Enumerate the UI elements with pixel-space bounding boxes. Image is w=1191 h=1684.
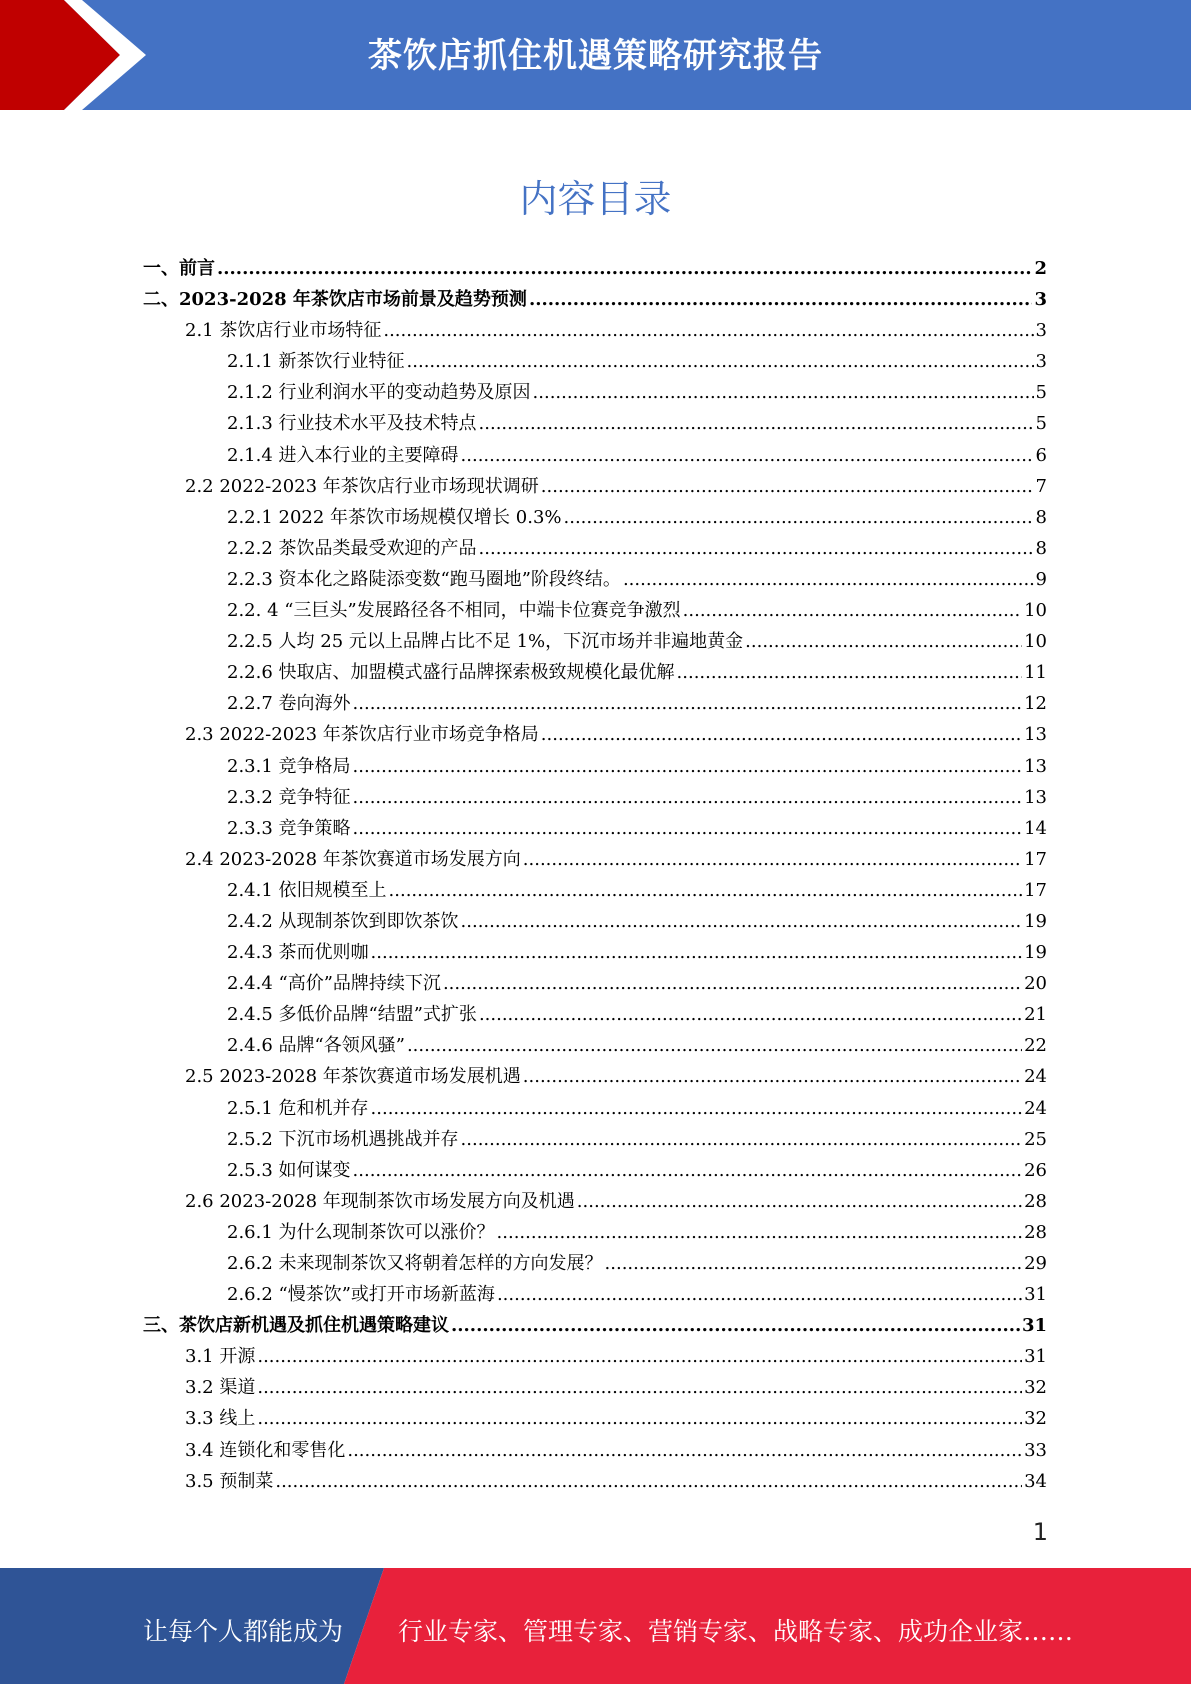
toc-dot-leader (275, 1471, 1022, 1492)
toc-dot-leader (479, 538, 1034, 559)
toc-dot-leader (497, 1222, 1023, 1243)
toc-entry[interactable] (143, 1249, 1047, 1280)
toc-dot-leader (529, 289, 1033, 310)
toc-dot-leader (257, 1377, 1022, 1398)
toc-entry-page: 24 (1024, 1066, 1047, 1088)
toc-dot-leader (683, 600, 1022, 621)
toc-dot-leader (461, 1129, 1023, 1150)
toc-dot-leader (523, 849, 1022, 870)
report-title: 茶饮店抓住机遇策略研究报告 (368, 36, 823, 76)
toc-entry[interactable] (143, 409, 1047, 440)
toc-entry-page: 17 (1024, 879, 1047, 901)
toc-entry-title: 2.2.3 资本化之路陡添变数“跑马圈地”阶段终结。 (227, 568, 621, 590)
toc-dot-leader (677, 662, 1023, 683)
toc-dot-leader (371, 1098, 1023, 1119)
header-banner (0, 0, 1191, 110)
toc-entry-title: 2.6 2023-2028 年现制茶饮市场发展方向及机遇 (185, 1190, 575, 1212)
toc-entry-title: 2.1 茶饮店行业市场特征 (185, 320, 382, 342)
toc-dot-leader (533, 382, 1034, 403)
toc-dot-leader (347, 1440, 1022, 1461)
toc-entry-title: 2.4.3 茶而优则咖 (227, 942, 369, 964)
toc-entry-page: 8 (1035, 506, 1047, 528)
toc-dot-leader (353, 693, 1023, 714)
toc-entry-title: 2.1.4 进入本行业的主要障碍 (227, 444, 459, 466)
toc-entry[interactable] (143, 1000, 1047, 1031)
footer-slogan-right: 行业专家、管理专家、营销专家、战略专家、成功企业家…… (398, 1617, 1074, 1646)
toc-entry-page: 3 (1035, 351, 1047, 373)
toc-entry[interactable] (143, 1467, 1047, 1498)
toc-entry[interactable] (143, 1062, 1047, 1093)
toc-entry[interactable] (143, 441, 1047, 472)
toc-entry-title: 二、2023-2028 年茶饮店市场前景及趋势预测 (143, 289, 527, 311)
toc-dot-leader (541, 724, 1022, 745)
toc-entry[interactable] (143, 1094, 1047, 1125)
toc-entry[interactable] (143, 347, 1047, 378)
toc-entry-title: 2.4 2023-2028 年茶饮赛道市场发展方向 (185, 848, 521, 870)
toc-entry[interactable] (143, 378, 1047, 409)
footer-slogan-left: 让每个人都能成为 (143, 1617, 344, 1646)
toc-entry[interactable] (143, 254, 1047, 285)
toc-dot-leader (461, 911, 1023, 932)
toc-entry[interactable] (143, 1436, 1047, 1467)
toc-entry[interactable] (143, 658, 1047, 689)
toc-entry-title: 2.2.7 卷向海外 (227, 693, 351, 715)
toc-entry-page: 3 (1034, 289, 1047, 311)
toc-entry-page: 10 (1024, 631, 1047, 653)
toc-entry-page: 17 (1024, 848, 1047, 870)
toc-entry-title: 2.2.6 快取店、加盟模式盛行品牌探索极致规模化最优解 (227, 662, 675, 684)
toc-entry-page: 32 (1024, 1408, 1047, 1430)
toc-entry[interactable] (143, 1125, 1047, 1156)
toc-dot-leader (497, 1284, 1022, 1305)
toc-entry-page: 19 (1024, 910, 1047, 932)
toc-dot-leader (353, 756, 1023, 777)
toc-entry-title: 2.4.4 “高价”品牌持续下沉 (227, 973, 441, 995)
toc-dot-leader (389, 880, 1023, 901)
toc-dot-leader (479, 413, 1034, 434)
toc-entry-title: 2.3 2022-2023 年茶饮店行业市场竞争格局 (185, 724, 539, 746)
toc-entry-title: 3.2 渠道 (185, 1377, 256, 1399)
toc-entry-title: 2.5.1 危和机并存 (227, 1097, 369, 1119)
toc-entry-page: 2 (1034, 258, 1047, 279)
toc-entry[interactable] (143, 1218, 1047, 1249)
toc-entry-page: 31 (1024, 1346, 1047, 1368)
toc-dot-leader (577, 1191, 1022, 1212)
toc-entry[interactable] (143, 783, 1047, 814)
toc-entry-title: 2.2.2 茶饮品类最受欢迎的产品 (227, 537, 477, 559)
toc-entry-title: 2.2 2022-2023 年茶饮店行业市场现状调研 (185, 475, 539, 497)
toc-entry-title: 2.1.2 行业利润水平的变动趋势及原因 (227, 382, 531, 404)
page-number: 1 (1032, 1518, 1048, 1546)
toc-entry-title: 三、茶饮店新机遇及抓住机遇策略建议 (143, 1315, 449, 1337)
toc-entry[interactable] (143, 565, 1047, 596)
toc-entry-page: 13 (1024, 724, 1047, 746)
toc-entry-title: 3.1 开源 (185, 1346, 256, 1368)
toc-dot-leader (745, 631, 1022, 652)
toc-dot-leader (605, 1253, 1023, 1274)
toc-entry[interactable] (143, 285, 1047, 316)
toc-dot-leader (383, 320, 1033, 341)
table-of-contents (143, 254, 1047, 1498)
toc-entry-page: 22 (1024, 1035, 1047, 1057)
toc-entry[interactable] (143, 1404, 1047, 1435)
toc-entry[interactable] (143, 316, 1047, 347)
toc-entry-page: 21 (1024, 1004, 1047, 1026)
toc-entry-title: 2.4.5 多低价品牌“结盟”式扩张 (227, 1004, 477, 1026)
toc-entry[interactable] (143, 1031, 1047, 1062)
toc-entry-title: 2.5 2023-2028 年茶饮赛道市场发展机遇 (185, 1066, 521, 1088)
toc-entry-page: 25 (1024, 1128, 1047, 1150)
toc-dot-leader (451, 1315, 1020, 1336)
toc-entry-title: 2.2.5 人均 25 元以上品牌占比不足 1%，下沉市场并非遍地黄金 (227, 631, 744, 653)
toc-dot-leader (407, 351, 1034, 372)
toc-entry-page: 26 (1024, 1159, 1047, 1181)
toc-entry[interactable] (143, 907, 1047, 938)
toc-entry-title: 2.6.2 未来现制茶饮又将朝着怎样的方向发展？ (227, 1253, 603, 1274)
toc-dot-leader (564, 507, 1034, 528)
toc-entry[interactable] (143, 845, 1047, 876)
toc-entry-page: 34 (1024, 1470, 1047, 1492)
toc-dot-leader (479, 1004, 1022, 1025)
toc-entry-title: 2.6.2 “慢茶饮”或打开市场新蓝海 (227, 1284, 495, 1306)
toc-entry[interactable] (143, 814, 1047, 845)
toc-dot-leader (523, 1066, 1022, 1087)
toc-entry[interactable] (143, 534, 1047, 565)
toc-entry-page: 24 (1024, 1097, 1047, 1119)
toc-entry-title: 一、前言 (143, 258, 215, 279)
toc-entry[interactable] (143, 627, 1047, 658)
toc-entry-title: 2.3.2 竞争特征 (227, 786, 351, 808)
toc-entry[interactable] (143, 938, 1047, 969)
toc-entry[interactable] (143, 596, 1047, 627)
toc-entry-page: 32 (1024, 1377, 1047, 1399)
toc-entry[interactable] (143, 689, 1047, 720)
toc-entry-title: 2.4.1 依旧规模至上 (227, 879, 387, 901)
toc-dot-leader (353, 787, 1023, 808)
toc-dot-leader (541, 476, 1034, 497)
toc-entry-title: 2.4.2 从现制茶饮到即饮茶饮 (227, 910, 459, 932)
toc-entry[interactable] (143, 752, 1047, 783)
toc-entry[interactable] (143, 876, 1047, 907)
toc-entry-title: 2.3.1 竞争格局 (227, 755, 351, 777)
toc-dot-leader (257, 1346, 1022, 1367)
toc-entry-page: 13 (1024, 786, 1047, 808)
toc-entry-page: 8 (1035, 537, 1047, 559)
toc-entry-page: 7 (1035, 475, 1047, 497)
toc-dot-leader (461, 445, 1034, 466)
toc-dot-leader (371, 942, 1023, 963)
toc-dot-leader (407, 1035, 1022, 1056)
toc-entry-page: 19 (1024, 942, 1047, 964)
toc-entry-title: 3.4 连锁化和零售化 (185, 1439, 346, 1461)
toc-entry-page: 12 (1024, 693, 1047, 715)
toc-entry-page: 9 (1035, 568, 1047, 590)
footer-banner (0, 1568, 1191, 1684)
toc-entry[interactable] (143, 969, 1047, 1000)
toc-entry-page: 11 (1024, 662, 1047, 684)
toc-entry-title: 2.4.6 品牌“各领风骚” (227, 1035, 405, 1057)
toc-entry-page: 28 (1024, 1221, 1047, 1243)
toc-dot-leader (353, 818, 1023, 839)
toc-entry-title: 3.3 线上 (185, 1408, 256, 1430)
toc-entry-title: 3.5 预制菜 (185, 1470, 274, 1492)
toc-dot-leader (217, 258, 1032, 279)
toc-entry-page: 10 (1024, 600, 1047, 622)
toc-entry[interactable] (143, 503, 1047, 534)
toc-dot-leader (443, 973, 1022, 994)
toc-entry-page: 6 (1035, 444, 1047, 466)
toc-entry-page: 33 (1024, 1439, 1047, 1461)
toc-entry-page: 13 (1024, 755, 1047, 777)
toc-entry-title: 2.2.1 2022 年茶饮市场规模仅增长 0.3% (227, 506, 562, 528)
toc-entry-page: 31 (1024, 1284, 1047, 1306)
toc-entry[interactable] (143, 1373, 1047, 1404)
toc-entry-page: 3 (1035, 320, 1047, 342)
toc-entry-title: 2.1.1 新茶饮行业特征 (227, 351, 405, 373)
toc-entry-page: 5 (1035, 413, 1047, 435)
toc-entry-page: 28 (1024, 1190, 1047, 1212)
toc-dot-leader (623, 569, 1034, 590)
toc-entry-page: 31 (1021, 1315, 1047, 1337)
toc-entry-page: 14 (1024, 817, 1047, 839)
toc-entry-title: 2.5.3 如何谋变 (227, 1159, 351, 1181)
toc-entry[interactable] (143, 1342, 1047, 1373)
toc-entry[interactable] (143, 720, 1047, 751)
toc-entry-title: 2.3.3 竞争策略 (227, 817, 351, 839)
toc-entry-page: 20 (1024, 973, 1047, 995)
toc-entry[interactable] (143, 472, 1047, 503)
toc-entry-page: 5 (1035, 382, 1047, 404)
toc-entry-title: 2.2. 4 “三巨头”发展路径各不相同，中端卡位赛竞争激烈 (227, 600, 681, 622)
toc-entry-title: 2.1.3 行业技术水平及技术特点 (227, 413, 477, 435)
toc-entry-title: 2.5.2 下沉市场机遇挑战并存 (227, 1128, 459, 1150)
toc-dot-leader (353, 1160, 1023, 1181)
toc-entry[interactable] (143, 1311, 1047, 1342)
toc-entry[interactable] (143, 1280, 1047, 1311)
toc-heading: 内容目录 (519, 177, 672, 221)
toc-dot-leader (257, 1408, 1022, 1429)
toc-entry[interactable] (143, 1156, 1047, 1187)
toc-entry[interactable] (143, 1187, 1047, 1218)
toc-entry-page: 29 (1024, 1253, 1047, 1274)
toc-entry-title: 2.6.1 为什么现制茶饮可以涨价？ (227, 1221, 495, 1243)
